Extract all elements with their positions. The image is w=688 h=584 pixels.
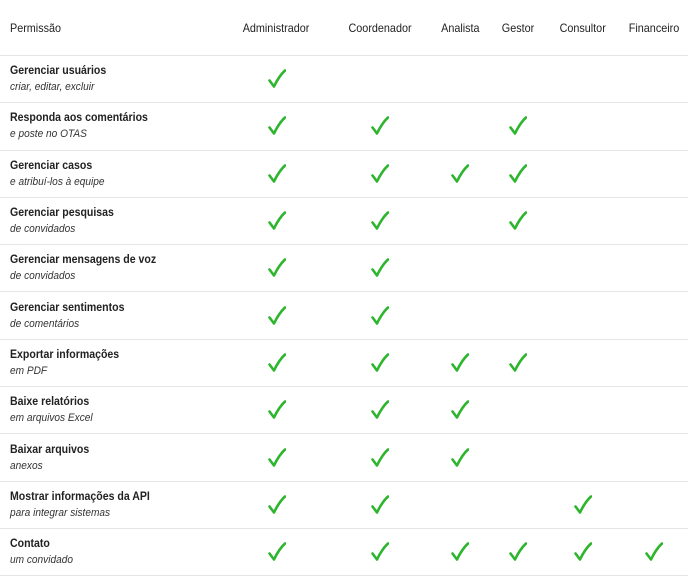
permission-title: Contato xyxy=(10,536,50,551)
access-cell xyxy=(222,56,331,102)
access-cell xyxy=(429,434,491,480)
check-icon xyxy=(268,495,286,515)
access-cell xyxy=(545,292,620,338)
header-analista: Analista xyxy=(440,20,480,35)
access-cell xyxy=(331,103,429,149)
table-row xyxy=(0,482,688,529)
access-cell xyxy=(545,151,620,197)
access-cell xyxy=(620,292,688,338)
access-cell xyxy=(620,529,688,575)
access-cell xyxy=(429,56,491,102)
access-cell xyxy=(620,387,688,433)
permission-title: Gerenciar usuários xyxy=(10,63,107,78)
check-icon xyxy=(451,353,469,373)
permission-cell xyxy=(0,103,222,149)
access-cell xyxy=(429,245,491,291)
table-row xyxy=(0,340,688,387)
check-icon xyxy=(451,542,469,562)
access-cell xyxy=(620,56,688,102)
permission-title: Gerenciar sentimentos xyxy=(10,299,125,314)
table-row xyxy=(0,529,688,576)
access-cell xyxy=(491,151,545,197)
check-icon xyxy=(268,542,286,562)
access-cell xyxy=(491,103,545,149)
permission-description: para integrar sistemas xyxy=(10,506,111,519)
permission-title: Mostrar informações da API xyxy=(10,488,150,503)
permission-description: de comentários xyxy=(10,317,80,330)
table-header xyxy=(0,0,688,56)
permission-title: Baixe relatórios xyxy=(10,394,90,409)
check-icon xyxy=(509,542,527,562)
check-icon xyxy=(268,69,286,89)
access-cell xyxy=(545,387,620,433)
header-permission: Permissão xyxy=(10,20,62,35)
check-icon xyxy=(451,448,469,468)
access-cell xyxy=(545,103,620,149)
header-coordenador: Coordenador xyxy=(348,20,412,35)
access-cell xyxy=(331,340,429,386)
check-icon xyxy=(371,542,389,562)
check-icon xyxy=(268,400,286,420)
header-financeiro: Financeiro xyxy=(628,20,680,35)
check-icon xyxy=(371,116,389,136)
permission-title: Gerenciar casos xyxy=(10,157,93,172)
access-cell xyxy=(331,56,429,102)
check-icon xyxy=(371,448,389,468)
permission-cell xyxy=(0,292,222,338)
access-cell xyxy=(331,151,429,197)
access-cell xyxy=(331,198,429,244)
permission-description: em arquivos Excel xyxy=(10,412,93,425)
check-icon xyxy=(509,116,527,136)
permission-title: Gerenciar pesquisas xyxy=(10,205,114,220)
access-cell xyxy=(545,198,620,244)
table-row xyxy=(0,292,688,339)
access-cell xyxy=(222,151,331,197)
check-icon xyxy=(268,353,286,373)
permission-description: de convidados xyxy=(10,270,76,283)
permission-cell xyxy=(0,482,222,528)
permission-cell xyxy=(0,151,222,197)
check-icon xyxy=(371,400,389,420)
permission-description: de convidados xyxy=(10,223,76,236)
check-icon xyxy=(268,164,286,184)
table-body xyxy=(0,56,688,576)
check-icon xyxy=(645,542,663,562)
table-row xyxy=(0,103,688,150)
table-row xyxy=(0,56,688,103)
header-administrador: Administrador xyxy=(243,20,310,35)
access-cell xyxy=(429,292,491,338)
access-cell xyxy=(545,434,620,480)
access-cell xyxy=(491,434,545,480)
permission-description: anexos xyxy=(10,459,43,472)
check-icon xyxy=(451,164,469,184)
access-cell xyxy=(491,198,545,244)
permission-cell xyxy=(0,387,222,433)
access-cell xyxy=(491,340,545,386)
access-cell xyxy=(429,482,491,528)
access-cell xyxy=(620,340,688,386)
access-cell xyxy=(331,387,429,433)
check-icon xyxy=(509,353,527,373)
check-icon xyxy=(574,542,592,562)
access-cell xyxy=(222,434,331,480)
table-row xyxy=(0,198,688,245)
access-cell xyxy=(331,482,429,528)
access-cell xyxy=(222,245,331,291)
access-cell xyxy=(222,292,331,338)
permission-cell xyxy=(0,56,222,102)
access-cell xyxy=(491,292,545,338)
permission-description: criar, editar, excluir xyxy=(10,81,95,94)
access-cell xyxy=(429,340,491,386)
access-cell xyxy=(331,529,429,575)
check-icon xyxy=(371,258,389,278)
access-cell xyxy=(545,245,620,291)
access-cell xyxy=(620,245,688,291)
permission-cell xyxy=(0,529,222,575)
check-icon xyxy=(268,306,286,326)
table-row xyxy=(0,151,688,198)
permission-title: Exportar informações xyxy=(10,346,120,361)
access-cell xyxy=(429,198,491,244)
access-cell xyxy=(491,482,545,528)
check-icon xyxy=(268,448,286,468)
access-cell xyxy=(429,103,491,149)
permission-description: um convidado xyxy=(10,554,74,567)
access-cell xyxy=(429,151,491,197)
access-cell xyxy=(545,482,620,528)
check-icon xyxy=(371,353,389,373)
check-icon xyxy=(371,211,389,231)
access-cell xyxy=(222,340,331,386)
table-row xyxy=(0,245,688,292)
permission-description: e poste no OTAS xyxy=(10,128,87,141)
table-row xyxy=(0,387,688,434)
access-cell xyxy=(222,529,331,575)
access-cell xyxy=(491,387,545,433)
check-icon xyxy=(268,116,286,136)
access-cell xyxy=(620,198,688,244)
access-cell xyxy=(545,529,620,575)
permission-description: e atribuí-los à equipe xyxy=(10,175,105,188)
access-cell xyxy=(491,56,545,102)
access-cell xyxy=(429,529,491,575)
check-icon xyxy=(371,306,389,326)
permission-cell xyxy=(0,245,222,291)
permission-description: em PDF xyxy=(10,364,48,377)
access-cell xyxy=(620,103,688,149)
check-icon xyxy=(509,164,527,184)
access-cell xyxy=(491,245,545,291)
check-icon xyxy=(268,211,286,231)
permission-title: Baixar arquivos xyxy=(10,441,90,456)
header-gestor: Gestor xyxy=(501,20,535,35)
permission-cell xyxy=(0,198,222,244)
access-cell xyxy=(429,387,491,433)
access-cell xyxy=(222,103,331,149)
permission-cell xyxy=(0,340,222,386)
permission-cell xyxy=(0,434,222,480)
access-cell xyxy=(620,482,688,528)
access-cell xyxy=(331,434,429,480)
check-icon xyxy=(268,258,286,278)
access-cell xyxy=(491,529,545,575)
permission-title: Responda aos comentários xyxy=(10,110,148,125)
check-icon xyxy=(574,495,592,515)
header-consultor: Consultor xyxy=(559,20,606,35)
access-cell xyxy=(331,245,429,291)
access-cell xyxy=(222,482,331,528)
access-cell xyxy=(222,387,331,433)
table-row xyxy=(0,434,688,481)
check-icon xyxy=(371,495,389,515)
access-cell xyxy=(331,292,429,338)
check-icon xyxy=(451,400,469,420)
access-cell xyxy=(545,56,620,102)
access-cell xyxy=(620,434,688,480)
access-cell xyxy=(545,340,620,386)
permission-title: Gerenciar mensagens de voz xyxy=(10,252,157,267)
check-icon xyxy=(509,211,527,231)
access-cell xyxy=(620,151,688,197)
check-icon xyxy=(371,164,389,184)
access-cell xyxy=(222,198,331,244)
